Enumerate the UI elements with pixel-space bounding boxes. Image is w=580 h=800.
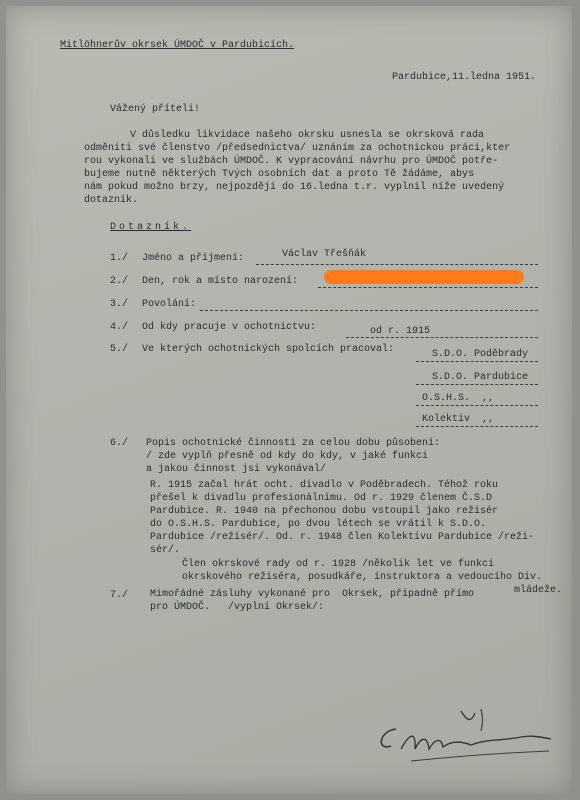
item-label: Od kdy pracuje v ochotnictvu: xyxy=(142,322,317,333)
handwritten-signature xyxy=(371,701,561,771)
item-number: 1./ xyxy=(110,253,129,264)
item-label: Ve kterých ochotnických spolcích pracoval: xyxy=(142,344,395,355)
fill-line xyxy=(416,405,538,406)
item-value: od r. 1915 xyxy=(370,326,431,337)
form-title: Dotazník. xyxy=(110,222,192,233)
greeting: Vážený příteli! xyxy=(110,104,201,115)
fill-line xyxy=(318,287,538,288)
item6-answer: mládeže. xyxy=(514,585,563,596)
fill-line xyxy=(416,384,538,385)
fill-line xyxy=(346,337,538,338)
place-date: Pardubice,11.ledna 1951. xyxy=(392,72,537,83)
body-line: odměniti své členstvo /předsednictva/ uznáním za ochotnickou práci,kter xyxy=(84,143,511,154)
fill-line xyxy=(416,426,538,427)
redaction-mark xyxy=(324,270,524,284)
item-number: 4./ xyxy=(110,322,129,333)
item-number: 2./ xyxy=(110,276,129,287)
fill-line xyxy=(256,264,538,265)
item7-line: pro ÚMDOČ. /vyplní Okrsek/: xyxy=(150,602,325,613)
body-line: bujeme nutně některých Tvých osobních dat a proto Tě žádáme, abys xyxy=(84,169,475,180)
society-entry: S.D.O. Poděbrady xyxy=(432,349,529,360)
item6-line: / zde vyplň přesně od kdy do kdy, v jaké funkci xyxy=(146,451,429,462)
body-line: rou vykonali ve službách ÚMDOČ. K vypracování návrhu pro ÚMDOČ potře- xyxy=(84,156,499,167)
item-number: 6./ xyxy=(110,438,129,449)
item-number: 3./ xyxy=(110,299,129,310)
item7-line: Mimořádné zásluhy vykonané pro Okrsek, případně přímo xyxy=(150,589,475,600)
item6-answer: přešel k divadlu profesionálnímu. Od r. 1929 členem Č.S.D xyxy=(150,493,493,504)
item6-answer: Pardubice. R. 1940 na přechonou dobu vstoupil jako režisér xyxy=(150,506,499,517)
org-header: Mitlöhnerův okrsek ÚMDOČ v Pardubicích. xyxy=(60,40,295,51)
body-line: dotazník. xyxy=(84,195,139,206)
item6-answer: do O.S.H.S. Pardubice, po dvou létech se vrátil k S.D.O. xyxy=(150,519,487,530)
body-line: V důsledku likvidace našeho okrsku usnesla se okrsková rada xyxy=(130,130,485,141)
item6-answer: okrskového režiséra, posudkáře, instruktora a vedoucího Div. xyxy=(182,572,543,583)
fill-line xyxy=(416,361,538,362)
item6-line: a jakou činnost jsi vykonával/ xyxy=(146,464,327,475)
society-entry: S.D.O. Pardubice xyxy=(432,372,529,383)
item-value: Václav Třešňák xyxy=(282,249,367,260)
item-label: Den, rok a místo narození: xyxy=(142,276,299,287)
item-label: Povolání: xyxy=(142,299,197,310)
item-number: 7./ xyxy=(110,590,129,601)
item6-answer: Člen okrskové rady od r. 1928 /několik let ve funkci xyxy=(182,559,495,570)
document-page xyxy=(6,6,572,794)
fill-line xyxy=(200,310,538,311)
society-entry: Kolektiv ,, xyxy=(422,414,495,425)
item6-line: Popis ochotnické činnosti za celou dobu působení: xyxy=(146,438,441,449)
item-label: Jméno a příjmení: xyxy=(142,253,245,264)
society-entry: O.S.H.S. ,, xyxy=(422,393,495,404)
body-line: nám pokud možno brzy, nejpozději do 16.ledna t.r. vyplnil níže uvedený xyxy=(84,182,505,193)
item6-answer: sér/. xyxy=(150,545,181,556)
item6-answer: Pardubice /režisér/. Od. r. 1948 člen Kolektivu Pardubice /reži- xyxy=(150,532,535,543)
item-number: 5./ xyxy=(110,344,129,355)
item6-answer: R. 1915 začal hrát ocht. divadlo v Poděbradech. Téhož roku xyxy=(150,480,499,491)
